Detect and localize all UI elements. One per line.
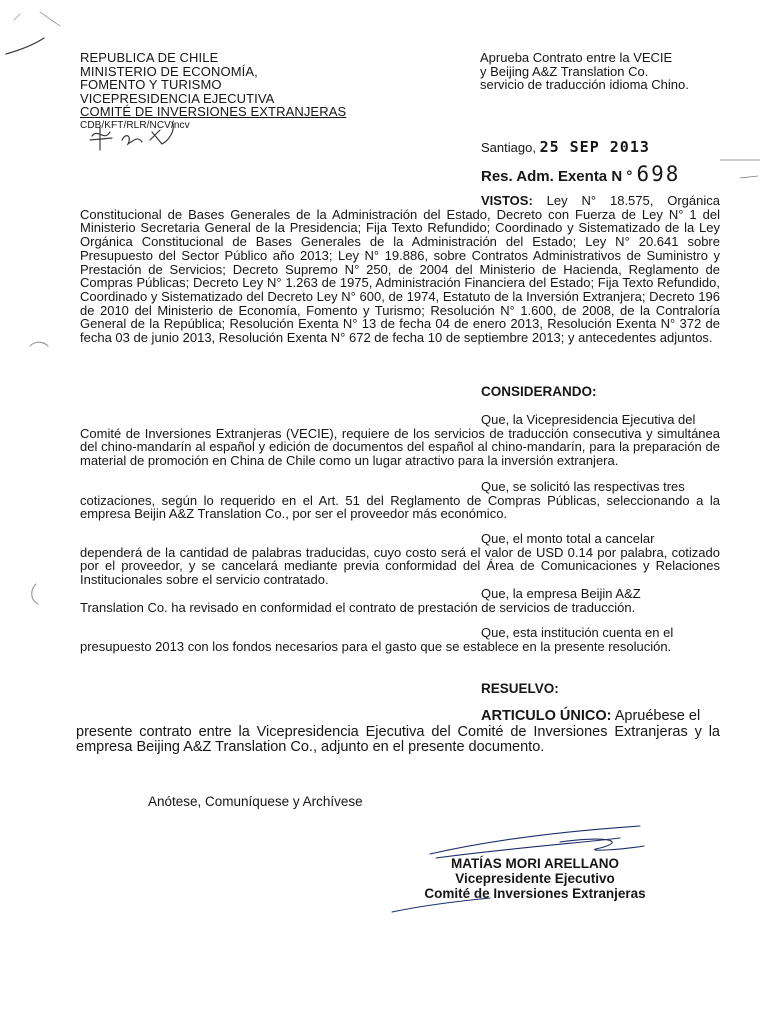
header-line-ministry-cont: FOMENTO Y TURISMO <box>80 77 222 93</box>
subject-line-1: Aprueba Contrato entre la VECIE <box>480 50 673 65</box>
vistos-section <box>80 194 720 345</box>
article-lead: Apruébese el <box>611 708 701 724</box>
considerando-paragraph-5 <box>80 626 720 653</box>
vistos-label: VISTOS: <box>481 193 533 208</box>
vistos-text: Ley N° 18.575, Orgánica Constitucional de Bases Generales de la Administración del Estado, Decreto con Fuerza de Ley N° 1 del Ministerio Secretaria General de la Presidencia; Fija Texto Refundido; Coordinado y Sistematizado de la Ley Orgánica Constitucional de Bases Generales de la Administración del Estado; Ley N° 20.641 sobre Presupuesto del Sector Público año 2013; Ley N° 19.886, sobre Contratos Administrativos de Suministro y Prestación de Servicios; Decreto Supremo N° 250, de 2004 del Ministerio de Hacienda, Reglamento de Compras Públicas; Decreto Ley N° 1.263 de 1975, Administración Financiera del Estado; Fija Texto Refundido, Coordinado y Sistematizado del Decreto Ley N° 600, de 1974, Estatuto de la Inversión Extranjera; Decreto 196 de 2010 del Ministerio de Economía, Fomento y Turismo; Resolución N° 1.600, de 2008, de la Contraloría General de la República; Resolución Exenta N° 13 de fecha 04 de enero 2013, Resolución Exenta N° 372 de fecha 03 de junio 2013, Resolución Exenta N° 672 de fecha 10 de septiembre 2013; y antecedentes adjuntos. <box>80 193 720 346</box>
issuer-header <box>80 51 346 133</box>
city-label: Santiago, <box>481 140 536 155</box>
considerando-paragraph-2 <box>80 480 720 521</box>
article-label: ARTICULO ÚNICO: <box>481 708 612 724</box>
considerando-paragraph-4 <box>80 587 720 614</box>
header-line-ministry: MINISTERIO DE ECONOMÍA, <box>80 63 258 79</box>
subject-line-2: y Beijing A&Z Translation Co. <box>480 63 649 79</box>
signer-name: MATÍAS MORI ARELLANO <box>451 856 619 871</box>
resolution-number-value: 698 <box>636 162 681 186</box>
resolution-label: Res. Adm. Exenta N ° <box>481 168 633 185</box>
considerando-heading: CONSIDERANDO: <box>481 384 597 399</box>
subject-summary <box>480 51 689 92</box>
signature-block <box>400 856 670 901</box>
article-section <box>76 709 720 756</box>
paragraph-4-body: Translation Co. ha revisado en conformidad el contrato de prestación de servicios de traducción. <box>80 599 636 615</box>
paragraph-5-body: presupuesto 2013 con los fondos necesarios para el gasto que se establece en la presente resolución. <box>80 638 672 654</box>
signer-title: Vicepresidente Ejecutivo <box>455 871 615 886</box>
paragraph-3-lead: Que, el monto total a cancelar <box>481 531 655 546</box>
paragraph-4-lead: Que, la empresa Beijin A&Z <box>481 586 641 601</box>
signer-organization: Comité de Inversiones Extranjeras <box>424 886 646 901</box>
reference-initials: CDB/KFT/RLR/NCV/ncv <box>80 119 190 131</box>
article-body: presente contrato entre la Vicepresidencia Ejecutiva del Comité de Inversiones Extranjeras y la empresa Beijing A&Z Translation Co., adjunto en el presente documento. <box>76 723 720 755</box>
paragraph-1-body: Comité de Inversiones Extranjeras (VECIE), requiere de los servicios de traducción consecutiva y simultánea del chino-mandarín al español y edición de documentos del español al chino-mandarín, para la preparación de material de promoción en China de Chile como un lugar atractivo para la inversión extranjera. <box>80 425 720 469</box>
considerando-paragraph-1 <box>80 413 720 468</box>
date-stamp: 25 SEP 2013 <box>539 138 650 156</box>
closing-formula: Anótese, Comuníquese y Archívese <box>148 794 363 809</box>
header-line-committee: COMITÉ DE INVERSIONES EXTRANJERAS <box>80 104 347 120</box>
place-and-date <box>481 138 650 156</box>
paragraph-3-body: dependerá de la cantidad de palabras traducidas, cuyo costo será el valor de USD 0.14 por palabra, cotizado por el proveedor, y se cancelará mediante previa conformidad del Área de Comunicaciones y Relaciones Institucionales sobre el servicio contratado. <box>80 544 720 588</box>
header-line-country: REPUBLICA DE CHILE <box>80 50 219 65</box>
paragraph-2-lead: Que, se solicitó las respectivas tres <box>481 479 685 494</box>
paragraph-2-body: cotizaciones, según lo requerido en el Art. 51 del Reglamento de Compras Públicas, seleccionando a la empresa Beijin A&Z Translation Co., por ser el proveedor más económico. <box>80 492 720 522</box>
considerando-paragraph-3 <box>80 532 720 587</box>
paragraph-1-lead: Que, la Vicepresidencia Ejecutiva del <box>481 412 696 427</box>
header-line-office: VICEPRESIDENCIA EJECUTIVA <box>80 90 275 106</box>
paragraph-5-lead: Que, esta institución cuenta en el <box>481 625 674 640</box>
resolution-number <box>481 162 680 186</box>
subject-line-3: servicio de traducción idioma Chino. <box>480 77 689 93</box>
resuelvo-heading: RESUELVO: <box>481 681 559 696</box>
